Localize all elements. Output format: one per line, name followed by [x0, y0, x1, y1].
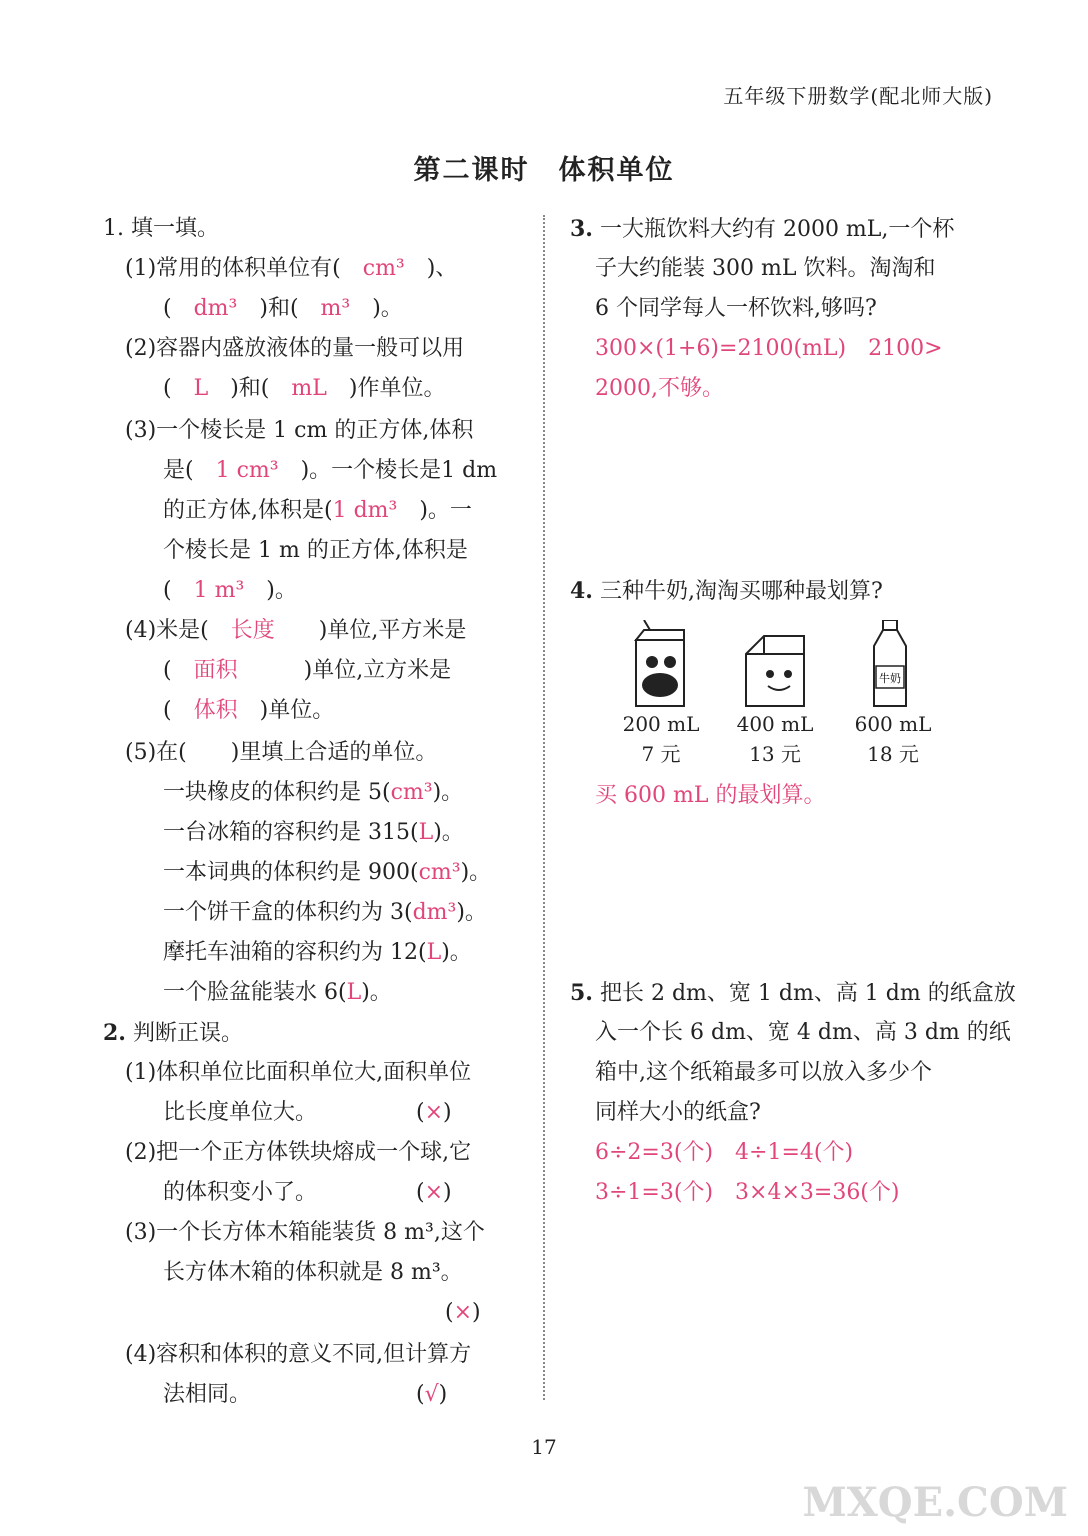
answer-text: cm³ — [418, 860, 461, 885]
question-text: 一台冰箱的容积约是 315( — [163, 820, 419, 845]
question-text: ( — [163, 698, 194, 723]
question-text: 同样大小的纸盒? — [595, 1100, 761, 1125]
left-line — [163, 1384, 447, 1406]
left-line — [163, 822, 464, 844]
left-line — [103, 1022, 243, 1045]
right-line — [595, 338, 943, 360]
left-line — [125, 1222, 485, 1244]
left-line — [125, 1344, 471, 1366]
question-text: 把长 2 dm、宽 1 dm、高 1 dm 的纸盒放 — [592, 981, 1016, 1006]
left-line — [163, 500, 472, 522]
left-line — [163, 782, 463, 804]
question-text: )。 — [460, 860, 492, 885]
answer-text: dm³ — [193, 296, 238, 321]
left-line — [125, 620, 466, 642]
answer-text: √ — [424, 1382, 439, 1407]
page-number: 17 — [531, 1435, 557, 1459]
question-text: )。 — [456, 900, 487, 925]
right-line — [595, 1102, 761, 1124]
question-text: 入一个长 6 dm、宽 4 dm、高 3 dm 的纸 — [595, 1020, 1011, 1045]
left-line — [445, 1302, 481, 1324]
question-text: 法相同。 ( — [163, 1382, 425, 1407]
right-line — [595, 1182, 899, 1204]
question-text: 比长度单位大。 ( — [163, 1100, 425, 1125]
answer-text: 6÷2=3(个) 4÷1=4(个) — [595, 1140, 854, 1165]
question-text: ( — [163, 296, 194, 321]
question-text: 一块橡皮的体积约是 5( — [163, 780, 391, 805]
left-line — [125, 338, 464, 360]
question-text: ) — [438, 1382, 448, 1407]
question-text: 箱中,这个纸箱最多可以放入多少个 — [595, 1060, 932, 1085]
left-line — [125, 742, 437, 764]
left-line — [163, 378, 445, 400]
question-text: )。 — [350, 296, 403, 321]
answer-text: 体积 — [193, 698, 238, 723]
question-text: )单位,平方米是 — [274, 618, 467, 643]
right-line — [595, 258, 935, 280]
answer-text: × — [424, 1180, 444, 1205]
question-text: )。 — [361, 980, 392, 1005]
question-text: 子大约能装 300 mL 饮料。淘淘和 — [595, 256, 936, 281]
answer-text: cm³ — [390, 780, 433, 805]
answer-text: × — [453, 1300, 473, 1325]
question-text: )单位,立方米是 — [237, 658, 452, 683]
milk-2-price: 13 元 — [749, 742, 801, 766]
left-line — [125, 420, 473, 442]
question-text: )和( — [237, 296, 321, 321]
answer-text: 面积 — [193, 658, 238, 683]
question-text: )。 — [432, 780, 464, 805]
question-text: ) — [472, 1300, 481, 1325]
question-text: (1)体积单位比面积单位大,面积单位 — [125, 1060, 472, 1085]
left-line — [163, 460, 497, 482]
question-text: ) — [443, 1180, 452, 1205]
answer-text: 300×(1+6)=2100(mL) 2100> — [595, 336, 943, 361]
question-text: (3)一个棱长是 1 cm 的正方体,体积 — [125, 418, 474, 443]
milk-bottle-icon — [870, 620, 910, 710]
answer-text: 长度 — [230, 618, 275, 643]
question-text: )。 — [433, 820, 464, 845]
right-line — [570, 218, 954, 241]
right-line — [595, 1022, 1011, 1044]
left-line — [163, 1262, 463, 1284]
answer-text: 1 cm³ — [215, 458, 279, 483]
question-text: 长方体木箱的体积就是 8 m³。 — [163, 1260, 463, 1285]
question-text: 一本词典的体积约是 900( — [163, 860, 419, 885]
page-header: 五年级下册数学(配北师大版) — [723, 84, 993, 108]
left-line — [125, 1062, 471, 1084]
question-text: )作单位。 — [326, 376, 446, 401]
question-text: (2)容器内盛放液体的量一般可以用 — [125, 336, 465, 361]
question-text: (2)把一个正方体铁块熔成一个球,它 — [125, 1140, 472, 1165]
right-line — [595, 1142, 853, 1164]
question-text: )、 — [404, 256, 458, 281]
question-text: 1. — [103, 216, 124, 241]
question-text: 一个脸盆能装水 6( — [163, 980, 347, 1005]
milk-3-volume: 600 mL — [854, 712, 932, 736]
right-line — [595, 785, 825, 807]
question-text: ) — [443, 1100, 452, 1125]
left-line — [103, 218, 219, 240]
question-text: )单位。 — [237, 698, 335, 723]
answer-text: × — [424, 1100, 444, 1125]
question-text: 一大瓶饮料大约有 2000 mL,一个杯 — [592, 217, 955, 242]
question-text: ( — [163, 578, 194, 603]
question-text: 的正方体,体积是( — [163, 498, 333, 523]
left-line — [163, 580, 297, 602]
question-text: 3. — [570, 216, 593, 242]
question-text: (4)米是( — [125, 618, 231, 643]
answer-text: 2000,不够。 — [595, 376, 724, 401]
watermark: MXQE.COM — [802, 1479, 1068, 1526]
milk-carton-large-icon — [742, 630, 808, 710]
right-line — [570, 982, 1016, 1005]
question-text: 4. — [570, 578, 593, 604]
bottle-label: 牛奶 — [879, 672, 901, 685]
left-line — [125, 1142, 471, 1164]
answer-text: cm³ — [362, 256, 405, 281]
question-text: 摩托车油箱的容积约为 12( — [163, 940, 427, 965]
column-divider — [543, 215, 545, 1400]
left-line — [163, 902, 487, 924]
answer-text: L — [346, 980, 362, 1005]
question-text: 6 个同学每人一杯饮料,够吗? — [595, 296, 877, 321]
lesson-title: 第二课时 体积单位 — [413, 155, 675, 186]
question-text: (1)常用的体积单位有( — [125, 256, 363, 281]
left-line — [163, 1102, 452, 1124]
question-text: )。 — [244, 578, 297, 603]
question-text: (3)一个长方体木箱能装货 8 m³,这个 — [125, 1220, 485, 1245]
question-text: )。一 — [397, 498, 472, 523]
left-line — [163, 982, 392, 1004]
question-text: ( — [445, 1300, 454, 1325]
right-line — [595, 1062, 932, 1084]
question-text: 2. — [103, 1020, 126, 1046]
answer-text: L — [426, 940, 442, 965]
left-line — [163, 1182, 452, 1204]
milk-3-price: 18 元 — [867, 742, 919, 766]
left-line — [163, 862, 491, 884]
milk-2-volume: 400 mL — [736, 712, 814, 736]
answer-text: dm³ — [412, 900, 457, 925]
question-text: 填一填。 — [124, 216, 219, 241]
question-text: 的体积变小了。 ( — [163, 1180, 425, 1205]
answer-text: m³ — [320, 296, 351, 321]
left-line — [163, 540, 468, 562]
question-text: )。一个棱长是1 dm — [278, 458, 498, 483]
question-text: )和( — [208, 376, 292, 401]
milk-1-price: 7 元 — [641, 742, 681, 766]
question-text: 三种牛奶,淘淘买哪种最划算? — [592, 579, 883, 604]
question-text: 个棱长是 1 m 的正方体,体积是 — [163, 538, 468, 563]
right-line — [595, 298, 877, 320]
answer-text: L — [418, 820, 434, 845]
question-text: ( — [163, 376, 194, 401]
question-text: )。 — [441, 940, 472, 965]
question-text: 判断正误。 — [125, 1021, 243, 1046]
milk-carton-small-icon — [630, 620, 692, 710]
question-text: ( — [163, 658, 194, 683]
answer-text: 买 600 mL 的最划算。 — [595, 783, 826, 808]
question-text: 一个饼干盒的体积约为 3( — [163, 900, 413, 925]
right-line — [570, 580, 883, 603]
left-line — [125, 258, 457, 280]
left-line — [163, 700, 334, 722]
right-line — [595, 378, 724, 400]
left-line — [163, 660, 451, 682]
question-text: (4)容积和体积的意义不同,但计算方 — [125, 1342, 472, 1367]
answer-text: 3÷1=3(个) 3×4×3=36(个) — [595, 1180, 900, 1205]
left-line — [163, 942, 472, 964]
answer-text: 1 m³ — [193, 578, 245, 603]
left-line — [163, 298, 403, 320]
answer-text: mL — [291, 376, 327, 401]
question-text: 5. — [570, 980, 593, 1006]
answer-text: 1 dm³ — [332, 498, 398, 523]
question-text: 是( — [163, 458, 216, 483]
milk-1-volume: 200 mL — [622, 712, 700, 736]
answer-text: L — [193, 376, 209, 401]
question-text: (5)在( )里填上合适的单位。 — [125, 740, 438, 765]
